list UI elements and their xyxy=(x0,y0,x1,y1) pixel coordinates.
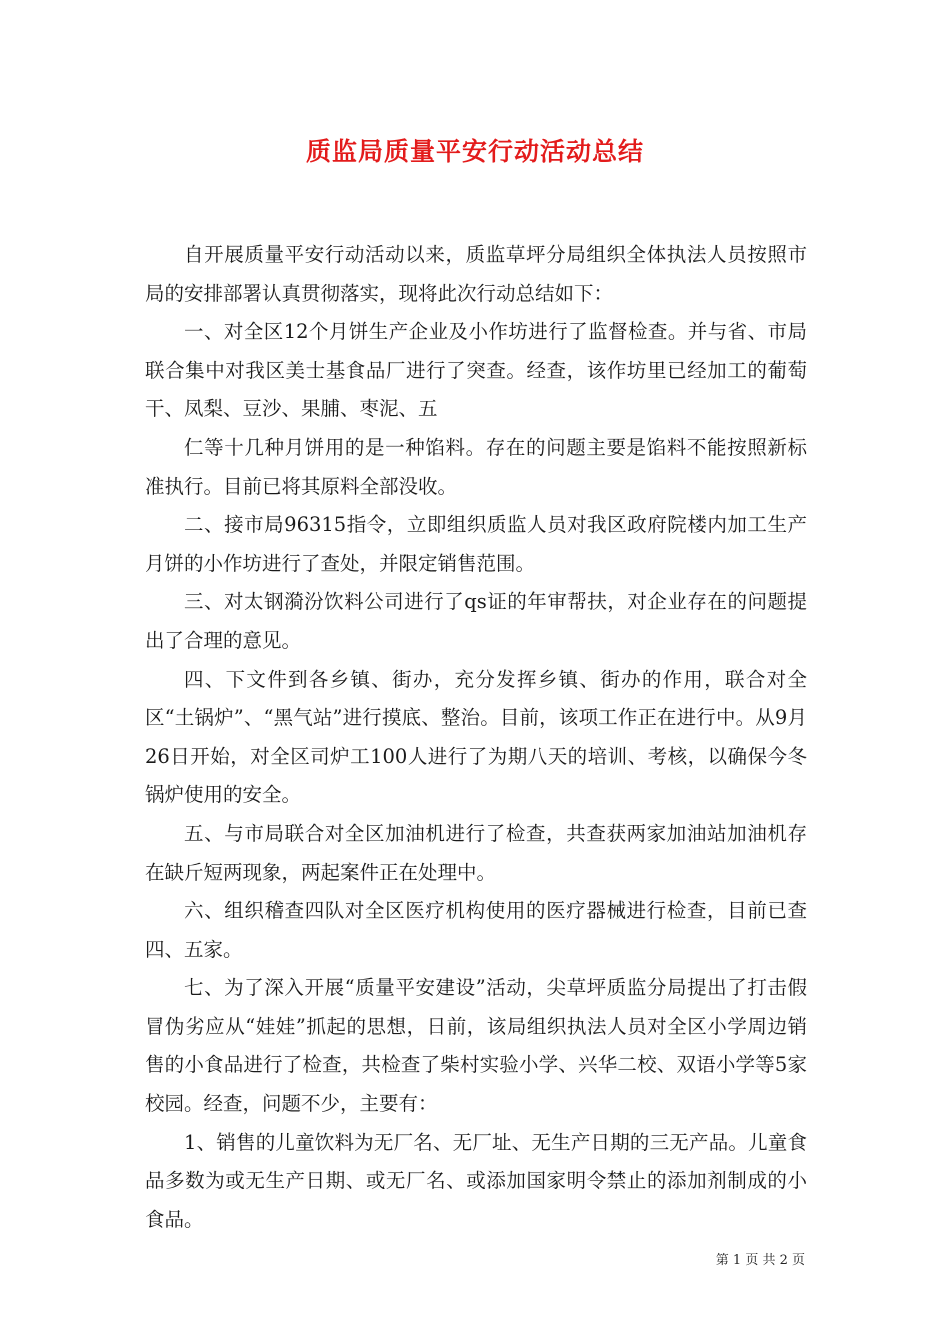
paragraph-item-1: 一、对全区12个月饼生产企业及小作坊进行了监督检查。并与省、市局联合集中对我区美士基食品厂进行了突查。经查，该作坊里已经加工的葡萄干、凤梨、豆沙、果脯、枣泥、五 xyxy=(145,320,807,421)
paragraph-item-7: 七、为了深入开展“质量平安建设”活动，尖草坪质监分局提出了打击假冒伪劣应从“娃娃”抓起的思想，日前，该局组织执法人员对全区小学周边销售的小食品进行了检查，共检查了柴村实验小学、兴华二校、双语小学等5家校园。经查，问题不少，主要有： xyxy=(145,976,807,1116)
paragraph-item-4: 四、下文件到各乡镇、街办，充分发挥乡镇、街办的作用，联合对全区“土锅炉”、“黑气站”进行摸底、整治。目前，该项工作正在进行中。从9月26日开始，对全区司炉工100人进行了为期八天的培训、考核，以确保今冬锅炉使用的安全。 xyxy=(145,667,807,807)
document-title: 质监局质量平安行动活动总结 xyxy=(305,137,644,166)
document-body xyxy=(145,236,807,1239)
paragraph-item-1-continued: 仁等十几种月饼用的是一种馅料。存在的问题主要是馅料不能按照新标准执行。目前已将其原料全部没收。 xyxy=(145,435,807,498)
paragraph-item-5: 五、与市局联合对全区加油机进行了检查，共查获两家加油站加油机存在缺斤短两现象，两起案件正在处理中。 xyxy=(145,821,807,884)
paragraph-item-6: 六、组织稽查四队对全区医疗机构使用的医疗器械进行检查，目前已查四、五家。 xyxy=(145,899,807,961)
paragraph-intro: 自开展质量平安行动活动以来，质监草坪分局组织全体执法人员按照市局的安排部署认真贯彻落实，现将此次行动总结如下： xyxy=(145,243,807,305)
paragraph-sub-item-1: 1、销售的儿童饮料为无厂名、无厂址、无生产日期的三无产品。儿童食品多数为或无生产日期、或无厂名、或添加国家明令禁止的添加剂制成的小食品。 xyxy=(145,1130,807,1231)
page-number: 第 1 页 共 2 页 xyxy=(715,1253,805,1268)
paragraph-item-2: 二、接市局96315指令，立即组织质监人员对我区政府院楼内加工生产月饼的小作坊进行了查处，并限定销售范围。 xyxy=(145,513,807,575)
paragraph-item-3: 三、对太钢漪汾饮料公司进行了qs证的年审帮扶，对企业存在的问题提出了合理的意见。 xyxy=(145,590,807,652)
